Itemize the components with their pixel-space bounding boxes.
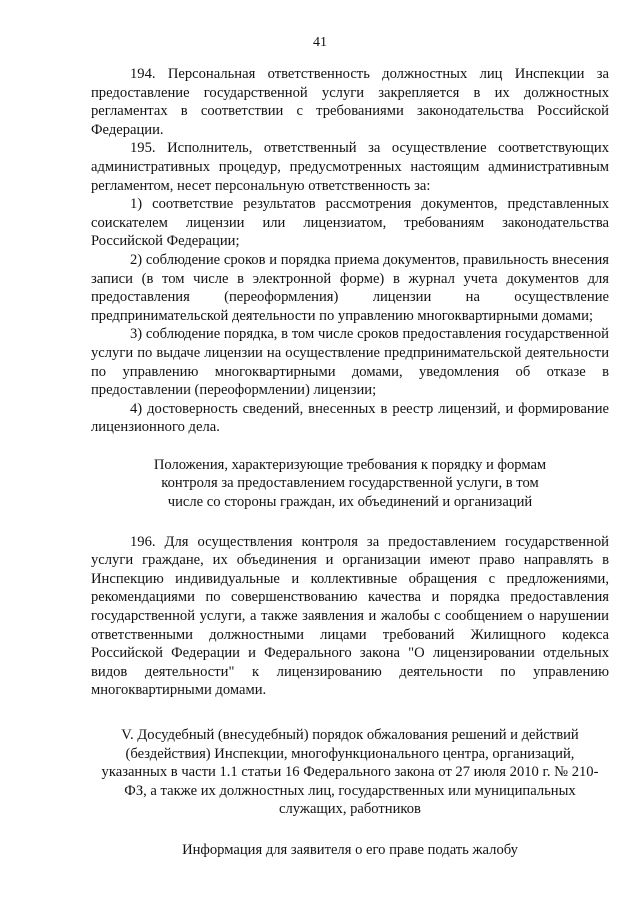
- heading-line: V. Досудебный (внесудебный) порядок обжалования решений и действий: [121, 727, 579, 743]
- paragraph-196: 196. Для осуществления контроля за предоставлением государственной услуги граждане, их объединения и организации имеют право направлять в Инспекцию индивидуальные и коллективные обращения с предложениями, рекомендациями по совершенствованию качества и порядка предоставления государственной услуги, а также заявления и жалобы с сообщением о нарушении ответственными должностными лицами требований Жилищного кодекса Российской Федерации и Федерального закона "О лицензировании отдельных видов деятельности" к лицензированию деятельности по управлению многоквартирными домами.: [91, 533, 609, 699]
- heading-line: числе со стороны граждан, их объединений и организаций: [167, 494, 533, 511]
- heading-line: контроля за предоставлением государственной услуги, в том: [161, 475, 539, 492]
- list-item-4: 4) достоверность сведений, внесенных в реестр лицензий, и формирование лицензионного дела.: [91, 400, 609, 436]
- list-item-2: 2) соблюдение сроков и порядка приема документов, правильность внесения записи (в том числе в электронной форме) в журнал учета документов для предоставления (переоформления) лицензии на осуществление предпринимательской деятельности по управлению многоквартирными домами;: [91, 251, 609, 324]
- heading-line: служащих, работников: [279, 801, 421, 818]
- heading-line: Положения, характеризующие требования к порядку и формам: [153, 456, 547, 473]
- heading-line: указанных в части 1.1 статьи 16 Федерального закона от 27 июля 2010 г. № 210-: [101, 764, 599, 781]
- list-item-3: 3) соблюдение порядка, в том числе сроков предоставления государственной услуги по выдаче лицензии на осуществление предпринимательской деятельности по управлению многоквартирными домами, уведомления об отказе в предоставлении (переоформлении) лицензии;: [91, 326, 609, 399]
- page-number: 41: [313, 35, 327, 50]
- paragraph-194: 194. Персональная ответственность должностных лиц Инспекции за предоставление государственной услуги закрепляется в их должностных регламентах в соответствии с требованиями законодательства Российской Федерации.: [91, 66, 609, 138]
- control-section-heading: [91, 456, 609, 512]
- section-v-heading: [91, 726, 609, 819]
- paragraph-195: 195. Исполнитель, ответственный за осуществление соответствующих административных процедур, предусмотренных настоящим административным регламентом, несет персональную ответственность за:: [91, 140, 609, 194]
- heading-line: ФЗ, а также их должностных лиц, государственных или муниципальных: [124, 782, 576, 799]
- list-item-1: 1) соответствие результатов рассмотрения документов, представленных соискателем лицензии или лицензиатом, требованиям законодательства Российской Федерации;: [91, 196, 609, 250]
- complaint-info-heading: Информация для заявителя о его праве подать жалобу: [182, 841, 518, 858]
- page-content: [91, 65, 609, 860]
- heading-line: (бездействия) Инспекции, многофункционального центра, организаций,: [125, 745, 575, 762]
